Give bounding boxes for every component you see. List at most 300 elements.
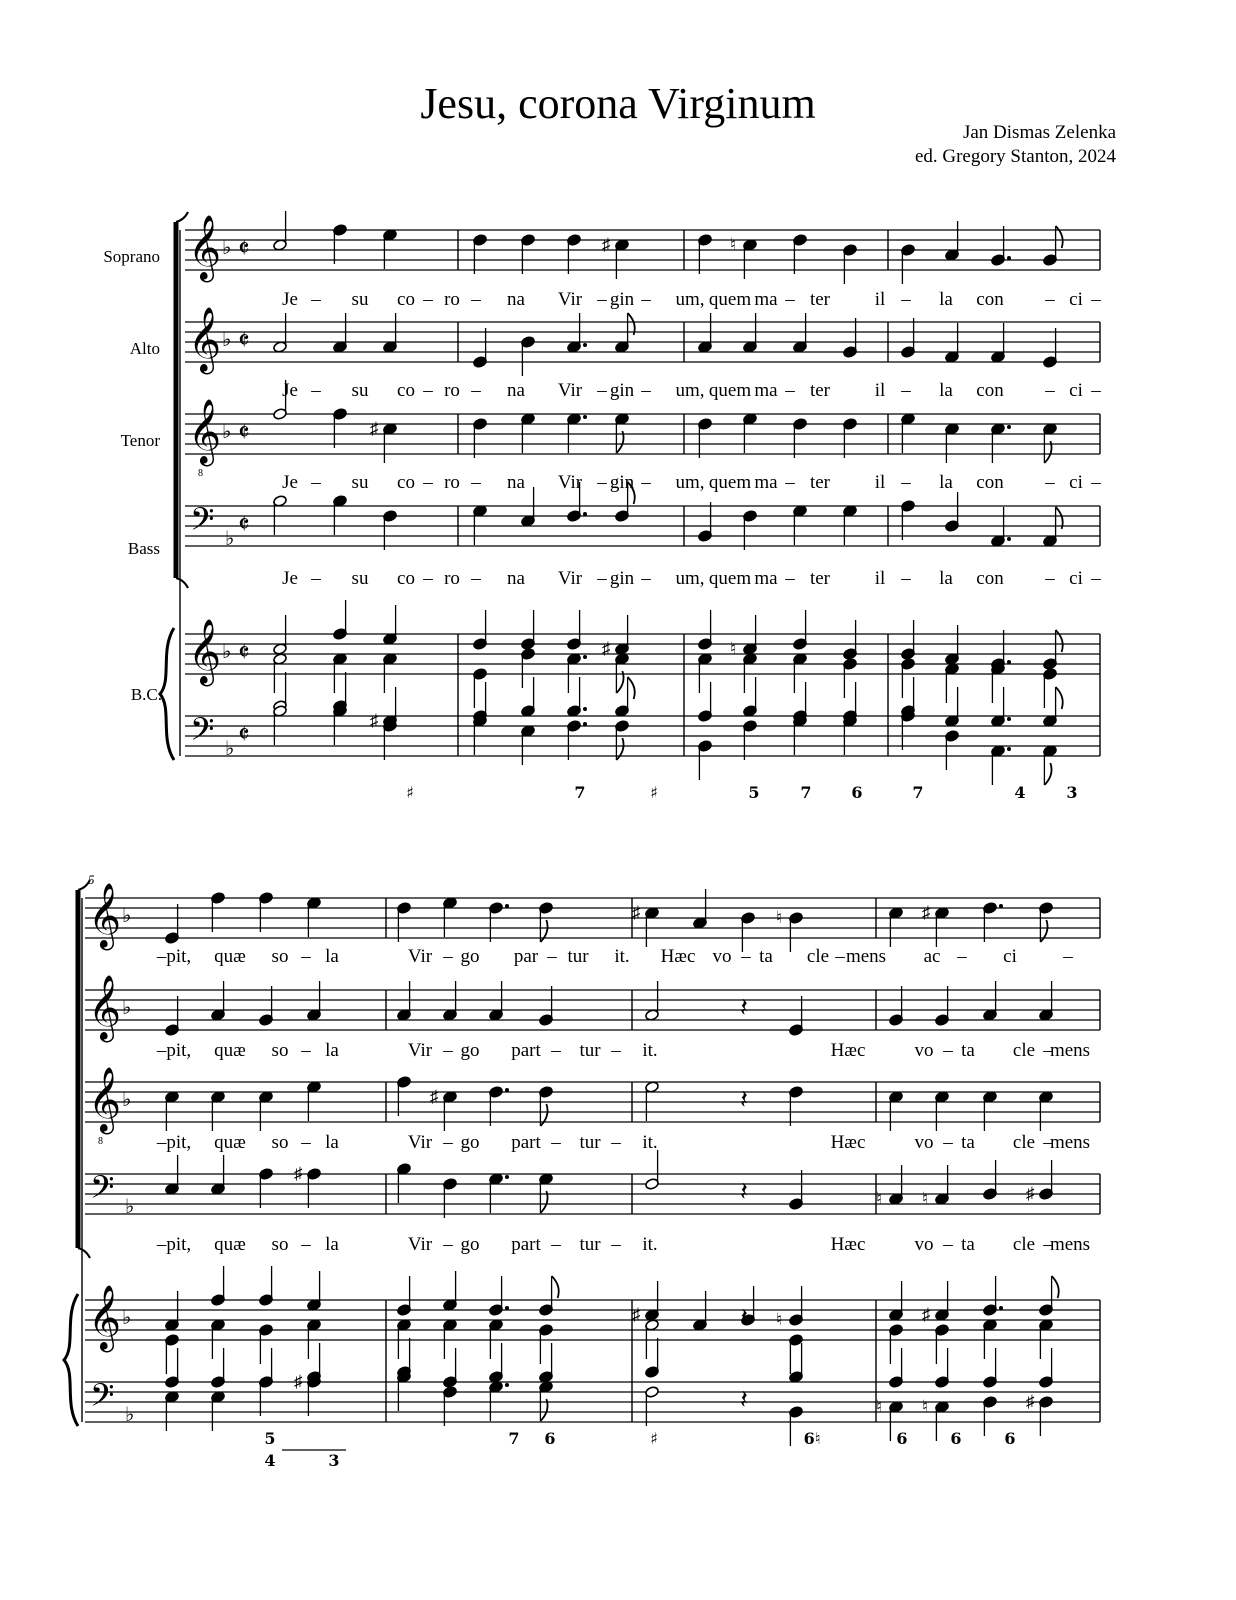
cut-time-signature: 𝄵: [238, 510, 250, 539]
lyric-syllable: il: [874, 568, 886, 589]
treble-clef: 𝄞: [188, 217, 222, 279]
lyric-syllable: –: [1045, 380, 1055, 401]
quarter-rest: 𝄽: [740, 1303, 748, 1332]
lyric-syllable: –: [611, 1132, 621, 1153]
sharp-accidental: ♯: [922, 1305, 931, 1324]
lyric-syllable: go: [460, 1234, 480, 1255]
lyric-syllable: con: [976, 380, 1004, 401]
augmentation-dot: [1007, 717, 1011, 721]
lyric-syllable: –: [423, 289, 433, 310]
lyric-syllable: gin: [609, 380, 635, 401]
lyric-syllable: quæ: [214, 1040, 246, 1061]
augmentation-dot: [1007, 747, 1011, 751]
figured-bass: 6: [896, 1429, 908, 1448]
lyric-syllable: –: [835, 946, 845, 967]
lyric-syllable: il: [874, 380, 886, 401]
lyric-syllable: quem: [708, 289, 752, 310]
lyric-syllable: go: [460, 1040, 480, 1061]
augmentation-dot: [583, 722, 587, 726]
lyric-syllable: –: [311, 380, 321, 401]
lyric-syllable: cle: [1012, 1234, 1036, 1255]
lyric-syllable: gin: [609, 568, 635, 589]
figured-bass: 6: [851, 783, 863, 802]
eighth-flag: [1056, 630, 1063, 652]
eighth-flag: [1044, 763, 1051, 785]
lyric-syllable: –: [741, 946, 751, 967]
lyric-syllable: part: [511, 1040, 541, 1061]
lyric-syllable: –: [785, 568, 795, 589]
eighth-flag: [1052, 1276, 1059, 1298]
lyric-syllable: so: [271, 1040, 289, 1061]
flat-key-signature: ♭: [222, 421, 232, 443]
lyric-syllable: –: [301, 1234, 311, 1255]
lyric-syllable: la: [939, 568, 953, 589]
lyric-syllable: na: [507, 380, 525, 401]
augmentation-dot: [505, 1306, 509, 1310]
lyric-syllable: con: [976, 568, 1004, 589]
composer-credit: Jan Dismas Zelenka: [962, 122, 1116, 143]
treble-clef: 𝄞: [188, 621, 222, 683]
lyric-syllable: ter: [809, 472, 831, 493]
lyric-syllable: –: [943, 1132, 953, 1153]
lyric-syllable: ci: [1003, 946, 1017, 967]
figured-bass: ♯: [650, 783, 658, 802]
lyric-syllable: –: [1091, 472, 1101, 493]
lyric-syllable: Je: [282, 472, 298, 493]
natural-accidental: ♮: [876, 1189, 883, 1208]
sharp-accidental: ♯: [922, 903, 931, 922]
lyric-syllable: –: [943, 1040, 953, 1061]
lyric-syllable: –: [611, 1040, 621, 1061]
lyric-syllable: quæ: [214, 1132, 246, 1153]
lyric-syllable: vo: [914, 1234, 934, 1255]
flat-key-signature: ♭: [122, 997, 132, 1019]
figured-bass: 7: [508, 1429, 520, 1448]
lyric-syllable: ter: [809, 289, 831, 310]
lyric-syllable: um,: [675, 568, 705, 589]
lyric-syllable: –: [597, 472, 607, 493]
lyric-syllable: –: [551, 1040, 561, 1061]
lyric-syllable: Je: [282, 380, 298, 401]
lyric-syllable: Vir: [557, 289, 583, 310]
lyric-syllable: ta: [961, 1132, 975, 1153]
lyric-syllable: con: [976, 289, 1004, 310]
flat-key-signature: ♭: [222, 641, 232, 663]
sharp-accidental: ♯: [370, 711, 379, 730]
augmentation-dot: [505, 1175, 509, 1179]
flat-key-signature: ♭: [122, 1089, 132, 1111]
lyric-syllable: Vir: [407, 1234, 433, 1255]
figured-bass: 5: [264, 1429, 276, 1448]
figured-bass: 7: [912, 783, 924, 802]
augmentation-dot: [999, 1306, 1003, 1310]
lyric-syllable: –: [1045, 472, 1055, 493]
lyric-syllable: –: [443, 1132, 453, 1153]
lyric-syllable: su: [351, 380, 369, 401]
flat-key-signature: ♭: [125, 1404, 135, 1426]
lyric-syllable: it.: [642, 1234, 658, 1255]
lyric-syllable: –: [1091, 568, 1101, 589]
lyric-syllable: ro: [444, 380, 460, 401]
sharp-accidental: ♯: [430, 1087, 439, 1106]
lyric-syllable: –: [471, 289, 481, 310]
lyric-syllable: um,: [675, 289, 705, 310]
figured-bass: 6♮: [803, 1429, 821, 1448]
lyric-syllable: ma: [754, 380, 778, 401]
natural-accidental: ♮: [776, 1310, 783, 1329]
editor-credit: ed. Gregory Stanton, 2024: [914, 146, 1116, 167]
lyric-syllable: –: [1045, 568, 1055, 589]
lyric-syllable: –: [311, 472, 321, 493]
natural-accidental: ♮: [776, 908, 783, 927]
augmentation-dot: [583, 707, 587, 711]
lyric-syllable: mens: [1049, 1132, 1091, 1153]
lyric-syllable: cle: [1012, 1132, 1036, 1153]
lyric-syllable: par: [513, 946, 539, 967]
lyric-syllable: –: [901, 568, 911, 589]
lyric-syllable: mens: [1049, 1040, 1091, 1061]
lyric-syllable: cle: [806, 946, 830, 967]
keyboard-brace: [160, 628, 174, 760]
cut-time-signature: 𝄵: [238, 720, 250, 749]
score-title: Jesu, corona Virginum: [420, 79, 816, 128]
natural-accidental: ♮: [876, 1397, 883, 1416]
lyric-syllable: Hæc: [830, 1040, 866, 1061]
lyric-syllable: –: [423, 472, 433, 493]
lyric-syllable: ci: [1069, 472, 1083, 493]
figured-bass: 4: [264, 1451, 276, 1470]
voice-label-soprano: Soprano: [103, 247, 160, 266]
sharp-accidental: ♯: [1026, 1184, 1035, 1203]
lyric-syllable: na: [507, 568, 525, 589]
lyric-syllable: ta: [961, 1040, 975, 1061]
augmentation-dot: [505, 1383, 509, 1387]
eighth-flag: [552, 1276, 559, 1298]
eighth-flag: [628, 677, 635, 699]
lyric-syllable: –: [641, 380, 651, 401]
lyric-syllable: –pit,: [156, 1234, 192, 1255]
lyric-syllable: su: [351, 472, 369, 493]
lyric-syllable: la: [939, 380, 953, 401]
lyric-syllable: ta: [961, 1234, 975, 1255]
lyric-syllable: –: [301, 946, 311, 967]
lyric-syllable: quem: [708, 568, 752, 589]
lyric-syllable: –: [1043, 1040, 1053, 1061]
lyric-syllable: tur: [579, 1132, 601, 1153]
lyric-syllable: –: [443, 1040, 453, 1061]
lyric-syllable: –: [471, 472, 481, 493]
lyric-syllable: –pit,: [156, 946, 192, 967]
lyric-syllable: –: [471, 568, 481, 589]
lyric-syllable: la: [325, 946, 339, 967]
lyric-syllable: –: [1043, 1132, 1053, 1153]
sharp-accidental: ♯: [294, 1164, 303, 1183]
lyric-syllable: quem: [708, 380, 752, 401]
flat-key-signature: ♭: [122, 1307, 132, 1329]
lyric-syllable: so: [271, 946, 289, 967]
lyric-syllable: ma: [754, 289, 778, 310]
bass-clef: 𝄢: [190, 503, 215, 545]
lyric-syllable: tur: [579, 1234, 601, 1255]
lyric-syllable: ro: [444, 289, 460, 310]
voice-label-bass: Bass: [127, 539, 160, 558]
augmentation-dot: [1007, 537, 1011, 541]
treble-clef: 𝄞: [88, 1287, 122, 1349]
lyric-syllable: it.: [642, 1132, 658, 1153]
lyric-syllable: –: [423, 380, 433, 401]
eighth-flag: [1056, 226, 1063, 248]
lyric-syllable: –: [547, 946, 557, 967]
keyboard-brace: [64, 1294, 78, 1426]
lyric-syllable: quem: [708, 472, 752, 493]
lyric-syllable: ta: [759, 946, 773, 967]
lyric-syllable: tur: [579, 1040, 601, 1061]
cut-time-signature: 𝄵: [238, 418, 250, 447]
lyric-syllable: la: [325, 1234, 339, 1255]
treble-clef: 𝄞: [188, 401, 222, 463]
treble-clef: 𝄞: [188, 309, 222, 371]
bass-clef: 𝄢: [190, 713, 215, 755]
cut-time-signature: 𝄵: [238, 326, 250, 355]
lyric-syllable: ter: [809, 568, 831, 589]
figured-bass: 4: [1014, 783, 1026, 802]
lyric-syllable: –: [1091, 380, 1101, 401]
quarter-rest: 𝄽: [740, 1385, 748, 1414]
treble-clef: 𝄞: [88, 977, 122, 1039]
eighth-flag: [616, 738, 623, 760]
bracket-hook: [176, 212, 188, 222]
bracket-hook: [176, 578, 188, 588]
lyric-syllable: Vir: [557, 472, 583, 493]
augmentation-dot: [583, 415, 587, 419]
lyric-syllable: –: [301, 1132, 311, 1153]
figured-bass: 7: [800, 783, 812, 802]
sharp-accidental: ♯: [602, 639, 611, 658]
lyric-syllable: so: [271, 1132, 289, 1153]
lyric-syllable: –: [1043, 1234, 1053, 1255]
lyric-syllable: con: [976, 472, 1004, 493]
lyric-syllable: tur: [567, 946, 589, 967]
figured-bass: 7: [574, 783, 586, 802]
figured-bass: 6: [1004, 1429, 1016, 1448]
cut-time-signature: 𝄵: [238, 638, 250, 667]
figured-bass: 3: [1066, 783, 1078, 802]
augmentation-dot: [1007, 425, 1011, 429]
lyric-syllable: la: [325, 1132, 339, 1153]
lyric-syllable: –: [641, 472, 651, 493]
bass-clef: 𝄢: [90, 1379, 115, 1421]
lyric-syllable: na: [507, 289, 525, 310]
lyric-syllable: um,: [675, 380, 705, 401]
lyric-syllable: su: [351, 568, 369, 589]
lyric-syllable: Vir: [557, 380, 583, 401]
lyric-syllable: Je: [282, 568, 298, 589]
lyric-syllable: –pit,: [156, 1132, 192, 1153]
flat-key-signature: ♭: [122, 905, 132, 927]
lyric-syllable: –: [901, 289, 911, 310]
lyric-syllable: Vir: [407, 946, 433, 967]
flat-key-signature: ♭: [125, 1196, 135, 1218]
lyric-syllable: ci: [1069, 289, 1083, 310]
lyric-syllable: la: [939, 289, 953, 310]
lyric-syllable: –: [901, 380, 911, 401]
lyric-syllable: la: [939, 472, 953, 493]
lyric-syllable: –: [311, 289, 321, 310]
lyric-syllable: –: [785, 289, 795, 310]
sharp-accidental: ♯: [632, 1305, 641, 1324]
lyric-syllable: ro: [444, 568, 460, 589]
lyric-syllable: –: [1045, 289, 1055, 310]
natural-accidental: ♮: [730, 235, 737, 254]
lyric-syllable: –: [901, 472, 911, 493]
lyric-syllable: cle: [1012, 1040, 1036, 1061]
lyric-syllable: –: [1063, 946, 1073, 967]
lyric-syllable: la: [325, 1040, 339, 1061]
lyric-syllable: –: [611, 1234, 621, 1255]
lyric-syllable: mens: [1049, 1234, 1091, 1255]
lyric-syllable: –: [641, 568, 651, 589]
lyric-syllable: –: [311, 568, 321, 589]
lyric-syllable: –: [597, 289, 607, 310]
lyric-syllable: go: [460, 946, 480, 967]
lyric-syllable: Vir: [407, 1132, 433, 1153]
voice-label-alto: Alto: [129, 339, 160, 358]
figured-bass: 6: [544, 1429, 556, 1448]
augmentation-dot: [505, 1088, 509, 1092]
lyric-syllable: –: [551, 1132, 561, 1153]
lyric-syllable: quæ: [214, 1234, 246, 1255]
sharp-accidental: ♯: [370, 419, 379, 438]
lyric-syllable: –: [785, 380, 795, 401]
lyric-syllable: –: [957, 946, 967, 967]
lyric-syllable: –pit,: [156, 1040, 192, 1061]
lyric-syllable: –: [597, 568, 607, 589]
lyric-syllable: it.: [614, 946, 630, 967]
augmentation-dot: [999, 904, 1003, 908]
lyric-syllable: –: [423, 568, 433, 589]
lyric-syllable: ac: [923, 946, 941, 967]
lyric-syllable: ma: [754, 568, 778, 589]
natural-accidental: ♮: [922, 1189, 929, 1208]
eighth-flag: [1040, 920, 1047, 942]
lyric-syllable: ro: [444, 472, 460, 493]
figured-bass: 5: [748, 783, 760, 802]
octave-mark: 8: [198, 468, 203, 479]
augmentation-dot: [505, 904, 509, 908]
lyric-syllable: na: [507, 472, 525, 493]
lyric-syllable: –: [785, 472, 795, 493]
lyric-syllable: quæ: [214, 946, 246, 967]
treble-clef: 𝄞: [88, 1069, 122, 1131]
lyric-syllable: –: [443, 1234, 453, 1255]
eighth-flag: [1056, 687, 1063, 709]
lyric-syllable: –: [551, 1234, 561, 1255]
flat-key-signature: ♭: [225, 738, 235, 760]
lyric-syllable: –: [443, 946, 453, 967]
lyric-syllable: –: [597, 380, 607, 401]
lyric-syllable: go: [460, 1132, 480, 1153]
quarter-rest: 𝄽: [740, 1177, 748, 1206]
lyric-syllable: Hæc: [830, 1132, 866, 1153]
measure-number: 5: [88, 872, 95, 887]
augmentation-dot: [1007, 256, 1011, 260]
eighth-flag: [540, 1104, 547, 1126]
figured-bass: 3: [328, 1451, 340, 1470]
lyric-syllable: gin: [609, 289, 635, 310]
lyric-syllable: ci: [1069, 380, 1083, 401]
augmentation-dot: [583, 343, 587, 347]
eighth-flag: [540, 920, 547, 942]
lyric-syllable: co: [397, 380, 415, 401]
lyric-syllable: so: [271, 1234, 289, 1255]
lyric-syllable: vo: [914, 1132, 934, 1153]
lyric-syllable: –: [943, 1234, 953, 1255]
lyric-syllable: gin: [609, 472, 635, 493]
lyric-syllable: co: [397, 289, 415, 310]
augmentation-dot: [1007, 660, 1011, 664]
natural-accidental: ♮: [730, 639, 737, 658]
sharp-accidental: ♯: [294, 1372, 303, 1391]
lyric-syllable: Je: [282, 289, 298, 310]
lyric-syllable: su: [351, 289, 369, 310]
lyric-syllable: it.: [642, 1040, 658, 1061]
treble-clef: 𝄞: [88, 885, 122, 947]
lyric-syllable: il: [874, 472, 886, 493]
lyric-syllable: vo: [914, 1040, 934, 1061]
cut-time-signature: 𝄵: [238, 234, 250, 263]
flat-key-signature: ♭: [222, 237, 232, 259]
lyric-syllable: Hæc: [830, 1234, 866, 1255]
lyric-syllable: Hæc: [660, 946, 696, 967]
lyric-syllable: mens: [845, 946, 887, 967]
quarter-rest: 𝄽: [740, 1085, 748, 1114]
lyric-syllable: il: [874, 289, 886, 310]
figured-bass: ♯: [650, 1429, 658, 1448]
lyric-syllable: Vir: [407, 1040, 433, 1061]
augmentation-dot: [583, 512, 587, 516]
natural-accidental: ♮: [922, 1397, 929, 1416]
bracket-hook: [78, 1248, 90, 1258]
sharp-accidental: ♯: [602, 235, 611, 254]
lyric-syllable: ter: [809, 380, 831, 401]
figured-bass: ♯: [406, 783, 414, 802]
lyric-syllable: ma: [754, 472, 778, 493]
sharp-accidental: ♯: [632, 903, 641, 922]
lyric-syllable: um,: [675, 472, 705, 493]
lyric-syllable: –: [641, 289, 651, 310]
lyric-syllable: ci: [1069, 568, 1083, 589]
flat-key-signature: ♭: [222, 329, 232, 351]
lyric-syllable: part: [511, 1234, 541, 1255]
lyric-syllable: vo: [712, 946, 732, 967]
lyric-syllable: Vir: [557, 568, 583, 589]
sharp-accidental: ♯: [1026, 1392, 1035, 1411]
lyric-syllable: –: [301, 1040, 311, 1061]
figured-bass: 6: [950, 1429, 962, 1448]
lyric-syllable: –: [1091, 289, 1101, 310]
lyric-syllable: –: [471, 380, 481, 401]
quarter-rest: 𝄽: [740, 993, 748, 1022]
voice-label-tenor: Tenor: [120, 431, 160, 450]
lyric-syllable: part: [511, 1132, 541, 1153]
flat-key-signature: ♭: [225, 528, 235, 550]
bass-clef: 𝄢: [90, 1171, 115, 1213]
continuo-label: B.C.: [130, 685, 162, 704]
augmentation-dot: [583, 655, 587, 659]
lyric-syllable: co: [397, 472, 415, 493]
octave-mark: 8: [98, 1136, 103, 1147]
lyric-syllable: co: [397, 568, 415, 589]
